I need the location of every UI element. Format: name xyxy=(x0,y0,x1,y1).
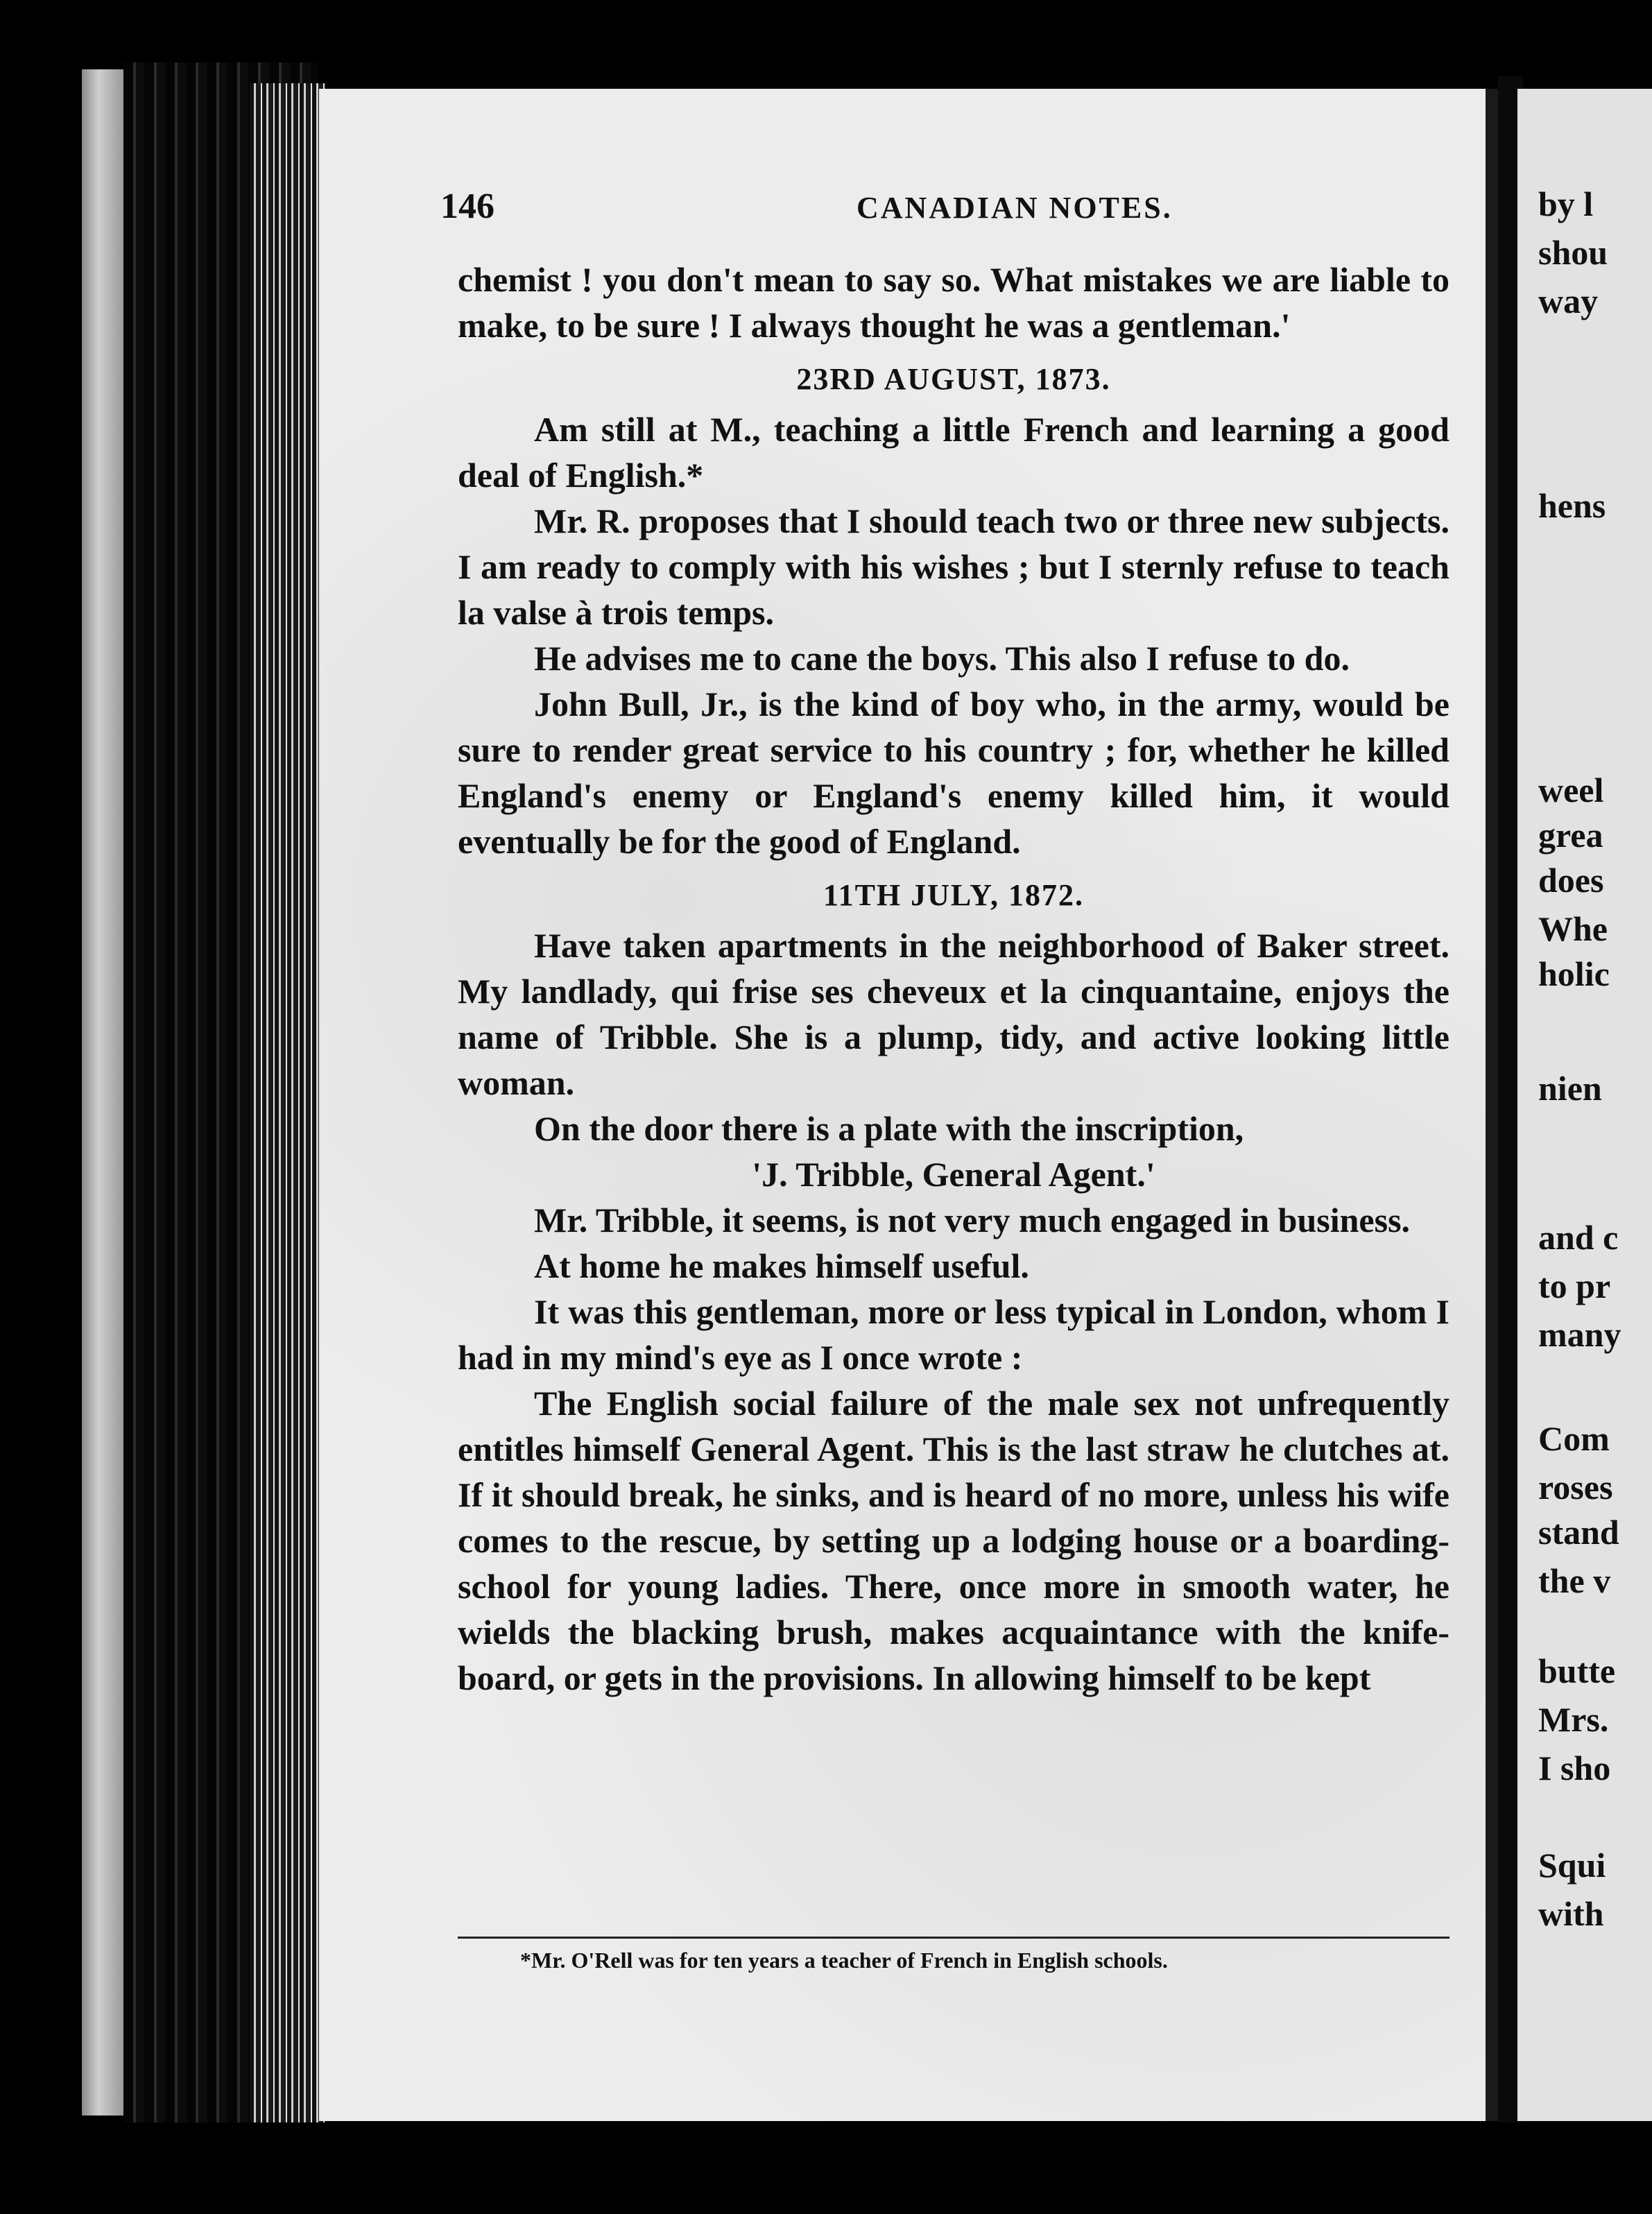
facing-page-line: and c xyxy=(1538,1218,1619,1257)
facing-page-line: grea xyxy=(1538,816,1603,855)
scan-bottom-border xyxy=(0,2122,1652,2214)
facing-page-line: hens xyxy=(1538,486,1606,525)
facing-page-line: Com xyxy=(1538,1419,1610,1458)
paragraph: He advises me to cane the boys. This also I refuse to do. xyxy=(534,639,1350,678)
facing-page-line: holic xyxy=(1538,954,1610,993)
facing-page-line: butte xyxy=(1538,1651,1616,1690)
facing-page-line: stand xyxy=(1538,1513,1619,1552)
footnote: *Mr. O'Rell was for ten years a teacher of French in English schools. xyxy=(520,1948,1168,1973)
diary-date-heading: 11TH JULY, 1872. xyxy=(823,878,1084,912)
facing-page-line: the v xyxy=(1538,1561,1611,1600)
continued-paragraph: chemist ! you don't mean to say so. What mistakes we are liable to make, to be sure ! I always thought he was a gentleman.' xyxy=(458,260,1449,345)
facing-page-line: by l xyxy=(1538,184,1594,223)
paragraph: At home he makes himself useful. xyxy=(534,1246,1029,1285)
running-head xyxy=(440,186,1446,228)
facing-page-line: I sho xyxy=(1538,1749,1611,1787)
page-number: 146 xyxy=(440,187,494,226)
diary-date-heading: 23RD AUGUST, 1873. xyxy=(796,362,1111,396)
facing-page-line: Whe xyxy=(1538,909,1608,948)
paragraph: Am still at M., teaching a little French and learning a good deal of English.* xyxy=(458,410,1449,495)
facing-page-line: Mrs. xyxy=(1538,1700,1609,1739)
paragraph: It was this gentleman, more or less typical in London, whom I had in my mind's eye as I once wrote : xyxy=(458,1292,1449,1377)
facing-page-line: nien xyxy=(1538,1069,1602,1108)
paragraph: Mr. Tribble, it seems, is not very much engaged in business. xyxy=(534,1201,1411,1239)
page-body-text xyxy=(458,257,1449,1701)
left-page-edge xyxy=(82,69,123,2116)
running-head-title: CANADIAN NOTES. xyxy=(857,191,1173,225)
facing-page-line: shou xyxy=(1538,233,1608,272)
paragraph: On the door there is a plate with the inscription, xyxy=(534,1109,1244,1148)
facing-page-line: with xyxy=(1538,1894,1604,1933)
facing-page-fragment xyxy=(1517,89,1652,2121)
page-stack-edges xyxy=(250,83,326,2122)
paragraph: The English social failure of the male sex not unfrequently entitles himself General Agent. This is the last straw he clutches at. If it should break, he sinks, and is heard of no more, unless his wife comes to the rescue, by setting up a lodging house or a boarding-school for young ladies. There, once more in smooth water, he wields the blacking brush, makes acquaintance with the knife-board, or gets in the provisions. In allowing himself to be kept xyxy=(458,1384,1449,1697)
facing-page-line: Squi xyxy=(1538,1846,1606,1885)
paragraph: Have taken apartments in the neighborhood of Baker street. My landlady, qui frise ses cheveux et la cinquantaine, enjoys the name of Tribble. She is a plump, tidy, and active looking little woman. xyxy=(458,926,1449,1102)
paragraph: Mr. R. proposes that I should teach two or three new subjects. I am ready to comply with his wishes ; but I sternly refuse to teach la valse à trois temps. xyxy=(458,501,1449,632)
facing-page-line: roses xyxy=(1538,1468,1613,1507)
facing-page-line: to pr xyxy=(1538,1267,1611,1305)
footnote-rule xyxy=(458,1937,1449,1939)
inscription-line: 'J. Tribble, General Agent.' xyxy=(752,1155,1155,1194)
facing-page-line: many xyxy=(1538,1315,1621,1354)
paragraph: John Bull, Jr., is the kind of boy who, in the army, would be sure to render great service to his country ; for, whether he killed England's enemy or England's enemy killed him, it would eventually be for the good of England. xyxy=(458,685,1449,861)
facing-page-line: way xyxy=(1538,282,1599,320)
facing-page-line: weel xyxy=(1538,771,1604,809)
facing-page-line: does xyxy=(1538,861,1604,900)
